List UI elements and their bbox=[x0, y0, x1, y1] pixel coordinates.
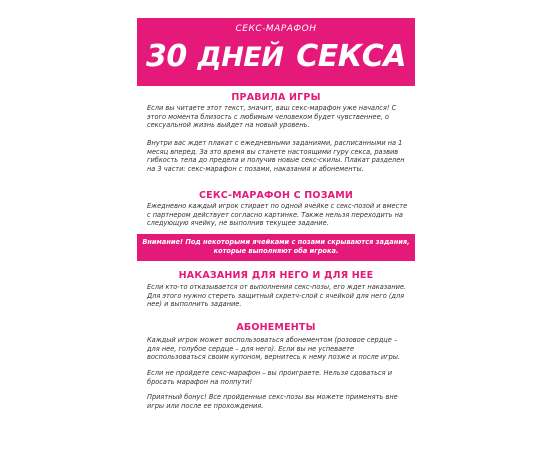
warning-line-1: Внимание! Под некоторыми ячейками с позами скрываются задания, bbox=[142, 238, 410, 246]
rules-paragraph-1: Если вы читаете этот текст, значит, ваш секс-марафон уже начался! С этого момента близость с любимым человеком будет чувственнее, о сексуальной жизнь выйдет на новый уровень. bbox=[147, 104, 397, 130]
main-title bbox=[137, 39, 415, 74]
title-number: 30 bbox=[145, 39, 187, 74]
punishments-heading: НАКАЗАНИЯ ДЛЯ НЕГО И ДЛЯ НЕЕ bbox=[178, 270, 374, 281]
warning-line-2: которые выполняют оба игрока. bbox=[213, 247, 339, 255]
passes-paragraph-2: Если не пройдете секс-марафон – вы проиграете. Нельзя сдоваться и бросать марафон на полпути! bbox=[147, 369, 393, 386]
rules-heading: ПРАВИЛА ИГРЫ bbox=[231, 92, 321, 103]
header-banner bbox=[137, 18, 415, 86]
poses-paragraph: Ежедневно каждый игрок стирает по одной ячейке с секс-позой и вместе с партнером действует согласно картинке. Также нельзя переходить на следующую ячейку, не выполнив текущее задание. bbox=[147, 202, 408, 228]
title-word-1: ДНЕЙ bbox=[197, 42, 284, 73]
rules-card bbox=[137, 0, 415, 450]
warning-banner bbox=[137, 234, 415, 261]
passes-paragraph-3: Приятный бонус! Все пройденные секс-позы вы можете применять вне игры или после ее прохождения. bbox=[147, 393, 398, 410]
passes-heading: АБОНЕМЕНТЫ bbox=[236, 322, 316, 333]
passes-paragraph-1: Каждый игрок может воспользоваться абонементом (розовое сердце – для нее, голубое сердце – для него). Если вы не успеваете воспользоваться своим купоном, вернитесь к нему позже и после игры. bbox=[147, 336, 401, 362]
title-word-2: СЕКСА bbox=[296, 39, 406, 74]
poses-heading: СЕКС-МАРАФОН С ПОЗАМИ bbox=[198, 190, 354, 201]
punishments-paragraph: Если кто-то отказывается от выполнения секс-позы, его ждет наказание. Для этого нужно стереть защитный скретч-слой с ячейкой для него (для нее) и выполнить задание. bbox=[147, 283, 407, 309]
rules-paragraph-2: Внутри вас ждет плакат с ежедневными заданиями, расписанными на 1 месяц вперед. За это время вы станете настоящими гуру секса, развив гибкость тела до предела и получив новые секс-скилы. Плакат разделен на 3 части: секс-марафон с позами, наказания и абонементы. bbox=[147, 139, 405, 173]
subtitle: СЕКС-МАРАФОН bbox=[235, 24, 317, 34]
